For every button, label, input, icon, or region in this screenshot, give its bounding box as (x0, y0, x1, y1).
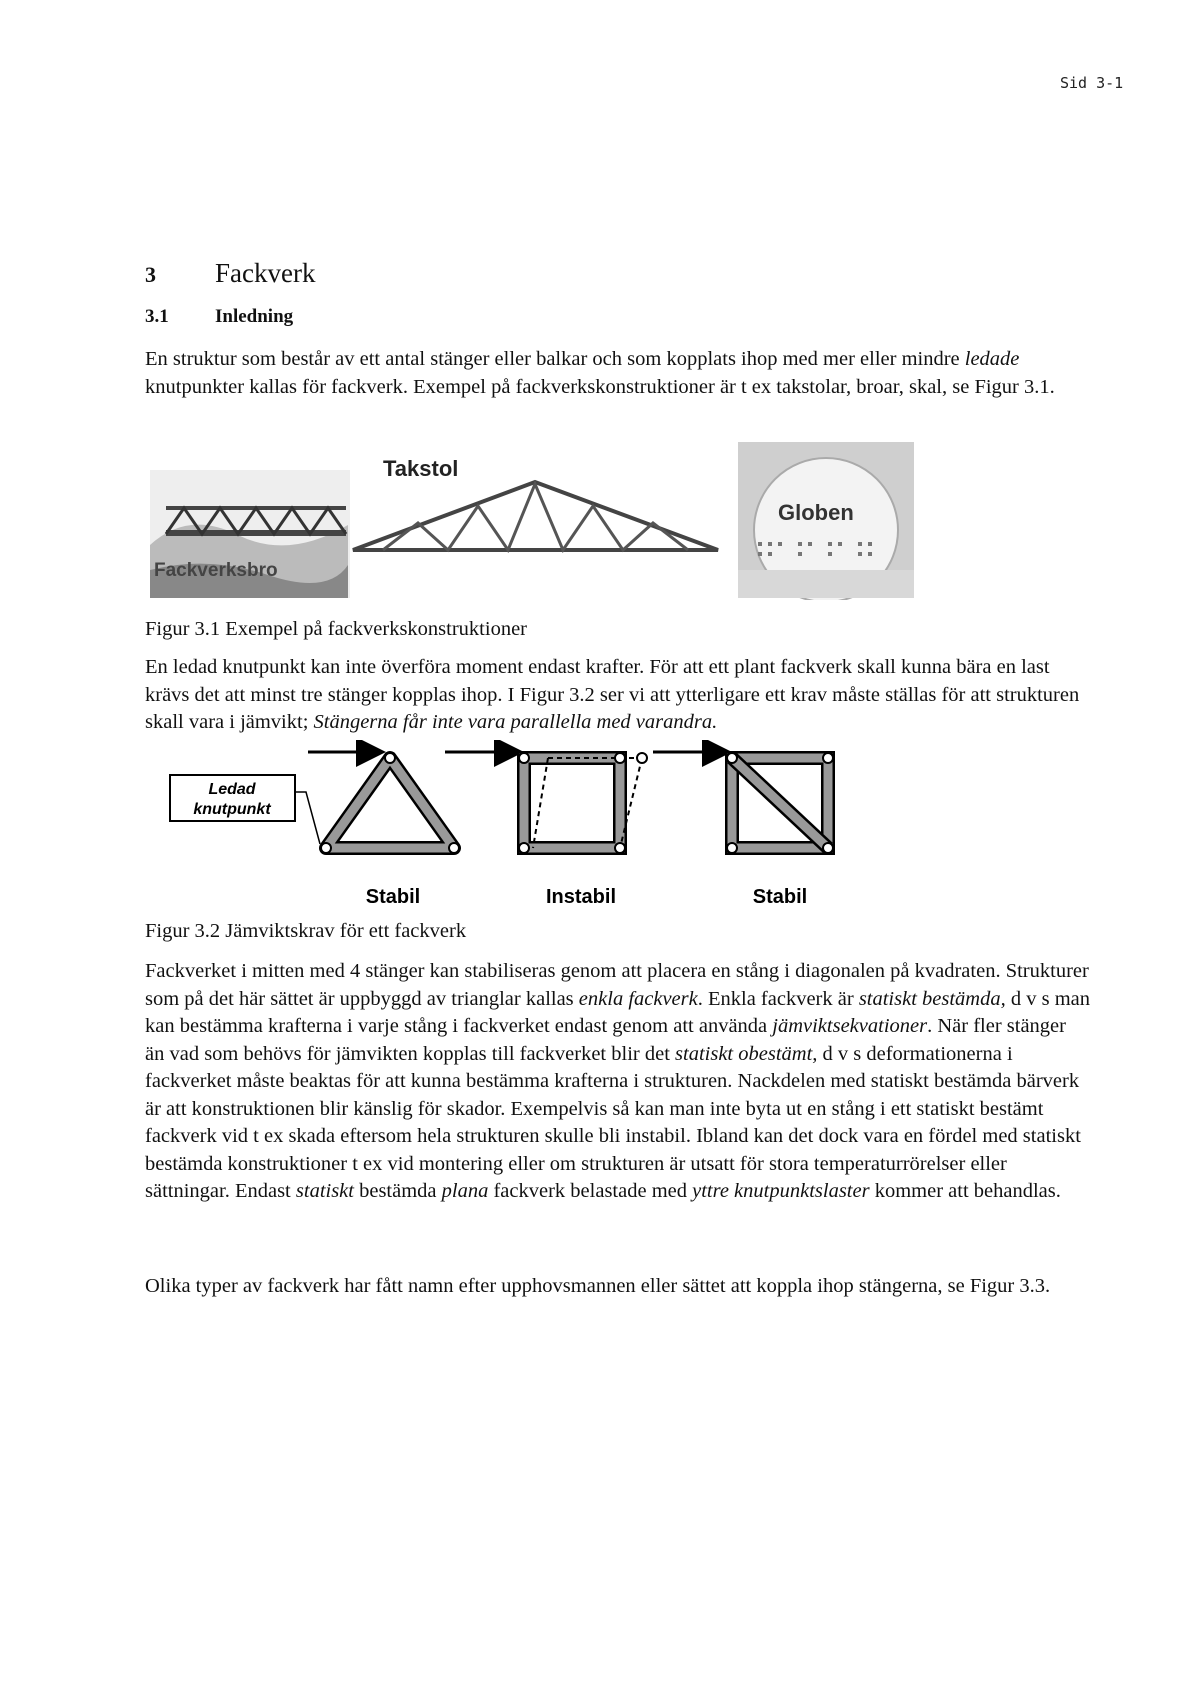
truss-label: Takstol (383, 456, 459, 481)
figure-3-2 (148, 740, 918, 915)
intro-text-c: knutpunkter kallas för fackverk. Exempel på fackverkskonstruktioner är t ex takstolar, broar, skal, se Figur 3.1. (145, 375, 1055, 398)
p3-c: . Enkla fackverk är (697, 987, 859, 1010)
globe-image (738, 442, 914, 600)
joint-label-line2: knutpunkt (193, 801, 271, 818)
p3-g: . När fler stänger än vad som behövs för jämvikten kopplas till fackverket blir det (145, 1015, 1066, 1065)
p3-b: enkla fackverk (578, 987, 698, 1010)
section-heading (145, 306, 293, 328)
intro-text-a: En struktur som består av ett antal stänger eller balkar och som kopplats ihop med mer eller mindre (145, 348, 965, 370)
paragraph-3 (145, 958, 1090, 1206)
p3-f: jämviktsekvationer (772, 1015, 928, 1037)
intro-emphasis: ledade (964, 348, 1020, 370)
paragraph-2 (145, 654, 1090, 737)
braced-square-truss (653, 752, 833, 853)
square-truss (445, 752, 647, 853)
p3-l: plana (441, 1180, 489, 1202)
stabil-label-2: Stabil (752, 886, 808, 908)
globe-label: Globen (778, 500, 854, 525)
joint-label-line1: Ledad (208, 781, 256, 798)
p3-e: d v s man kan bestämma krafterna i varje stång i fackverket endast genom att använda (145, 987, 1091, 1037)
p3-k: bestämda (353, 1180, 442, 1202)
stabil-label-1: Stabil (365, 886, 421, 908)
paragraph-4: Olika typer av fackverk har fått namn efter upphovsmannen eller sättet att koppla ihop stängerna, se Figur 3.3. (145, 1275, 1051, 1297)
bridge-image (150, 470, 350, 598)
page-number: Sid 3-1 (1060, 74, 1124, 92)
p3-j: statiskt (295, 1180, 354, 1202)
figure-3-1-caption: Figur 3.1 Exempel på fackverkskonstruktioner (145, 618, 528, 640)
p3-h: statiskt obestämt, (675, 1042, 818, 1065)
section-number: 3.1 (145, 306, 169, 327)
p3-d: statiskt bestämda, (858, 987, 1006, 1010)
chapter-number: 3 (145, 262, 156, 287)
p3-n: yttre knutpunktslaster (692, 1180, 870, 1202)
p3-m: fackverk belastade med (488, 1180, 693, 1202)
chapter-title: Fackverk (215, 258, 316, 288)
chapter-heading (145, 258, 315, 289)
figure-3-1 (148, 440, 918, 600)
p3-o: kommer att behandlas. (869, 1180, 1061, 1202)
joint-label-box (170, 775, 320, 844)
triangle-truss (308, 752, 459, 853)
p3-a: Fackverket i mitten med 4 stänger kan stabiliseras genom att placera en stång i diagonalen på kvadraten. Strukturer som på det här sättet är uppbyggd av trianglar kallas (145, 960, 1089, 1010)
p3-i: d v s deformationerna i fackverket måste beaktas för att kunna bestämma krafterna i strukturen. Nackdelen med statiskt bestämda bärverk är att konstruktionen blir känslig för skador. Exempelvis så kan man inte byta ut en stång i ett statiskt bestämt fackverk vid t ex skada eftersom hela strukturen skulle bli instabil. Ibland kan det dock vara en fördel med statiskt bestämda konstruktioner t ex vid montering eller om strukturen är utsatt för stora temperaturrörelser eller sättningar. Endast (145, 1042, 1081, 1202)
roof-truss-image (353, 456, 718, 550)
figure-3-2-caption: Figur 3.2 Jämviktskrav för ett fackverk (145, 920, 467, 942)
paragraph-2-emphasis: Stängerna får inte vara parallella med varandra. (313, 711, 718, 733)
instabil-label: Instabil (545, 886, 617, 908)
bridge-label: Fackverksbro (154, 560, 278, 581)
section-title: Inledning (215, 306, 294, 327)
paragraph-2-text: En ledad knutpunkt kan inte överföra moment endast krafter. För att ett plant fackverk skall kunna bära en last krävs det att minst tre stänger kopplas ihop. I Figur 3.2 ser vi att ytterligare ett krav måste ställas för att strukturen skall vara i jämvikt; (145, 656, 1080, 733)
intro-paragraph (145, 346, 1090, 401)
